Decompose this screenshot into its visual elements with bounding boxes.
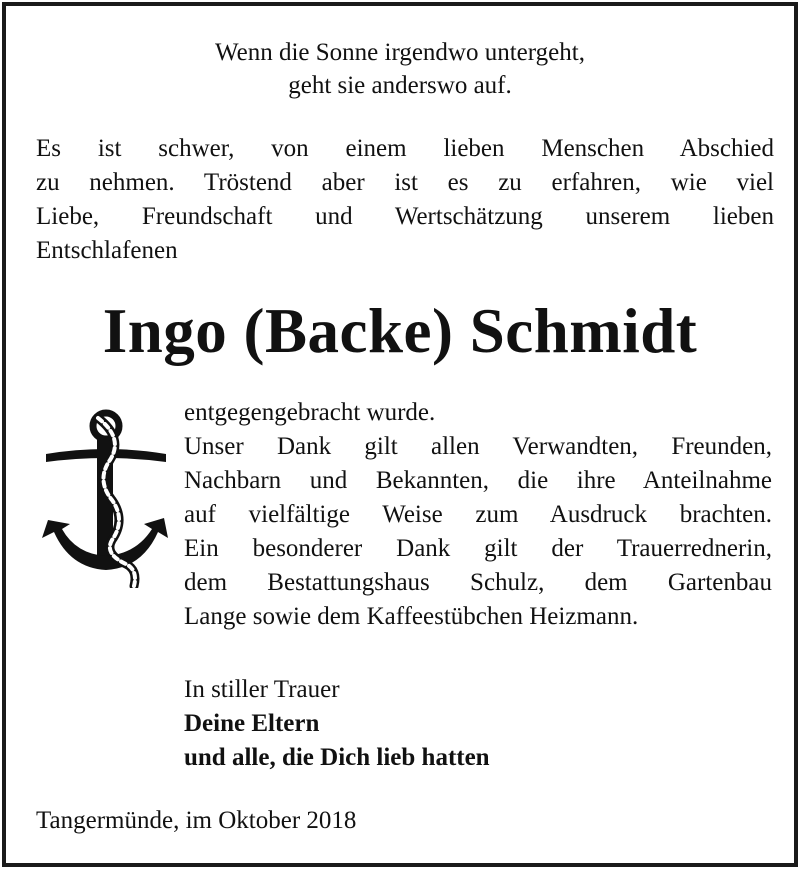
signature-line-1: In stiller Trauer [184,676,340,703]
obituary-notice [2,2,798,867]
deceased-name: Ingo (Backe) Schmidt [102,296,698,366]
motto-line-2: geht sie anderswo auf. [288,72,512,99]
body-line-7: Lange sowie dem Kaffeestübchen Heizmann. [184,603,639,630]
anchor-icon [40,408,170,588]
signature-line-3: und alle, die Dich lieb hatten [184,744,490,771]
motto-line-1: Wenn die Sonne irgendwo untergeht, [215,39,585,66]
body-line-2: Unser Dank gilt allen Verwandten, Freunden, [184,433,772,460]
body-line-6: dem Bestattungshaus Schulz, dem Gartenbau [184,569,772,596]
signature-line-2: Deine Eltern [184,710,320,737]
body-line-4: auf vielfältige Weise zum Ausdruck brachten. [184,501,772,528]
intro-line-1: Es ist schwer, von einem lieben Menschen Abschied [36,135,774,162]
intro-line-2: zu nehmen. Tröstend aber ist es zu erfahren, wie viel [36,169,774,196]
body-line-3: Nachbarn und Bekannten, die ihre Anteilnahme [184,467,772,494]
intro-line-3: Liebe, Freundschaft und Wertschätzung unserem lieben [36,203,774,230]
intro-line-4: Entschlafenen [36,237,178,264]
body-line-5: Ein besonderer Dank gilt der Trauerrednerin, [184,535,772,562]
body-line-1: entgegengebracht wurde. [184,399,436,426]
place-date: Tangermünde, im Oktober 2018 [36,807,357,834]
